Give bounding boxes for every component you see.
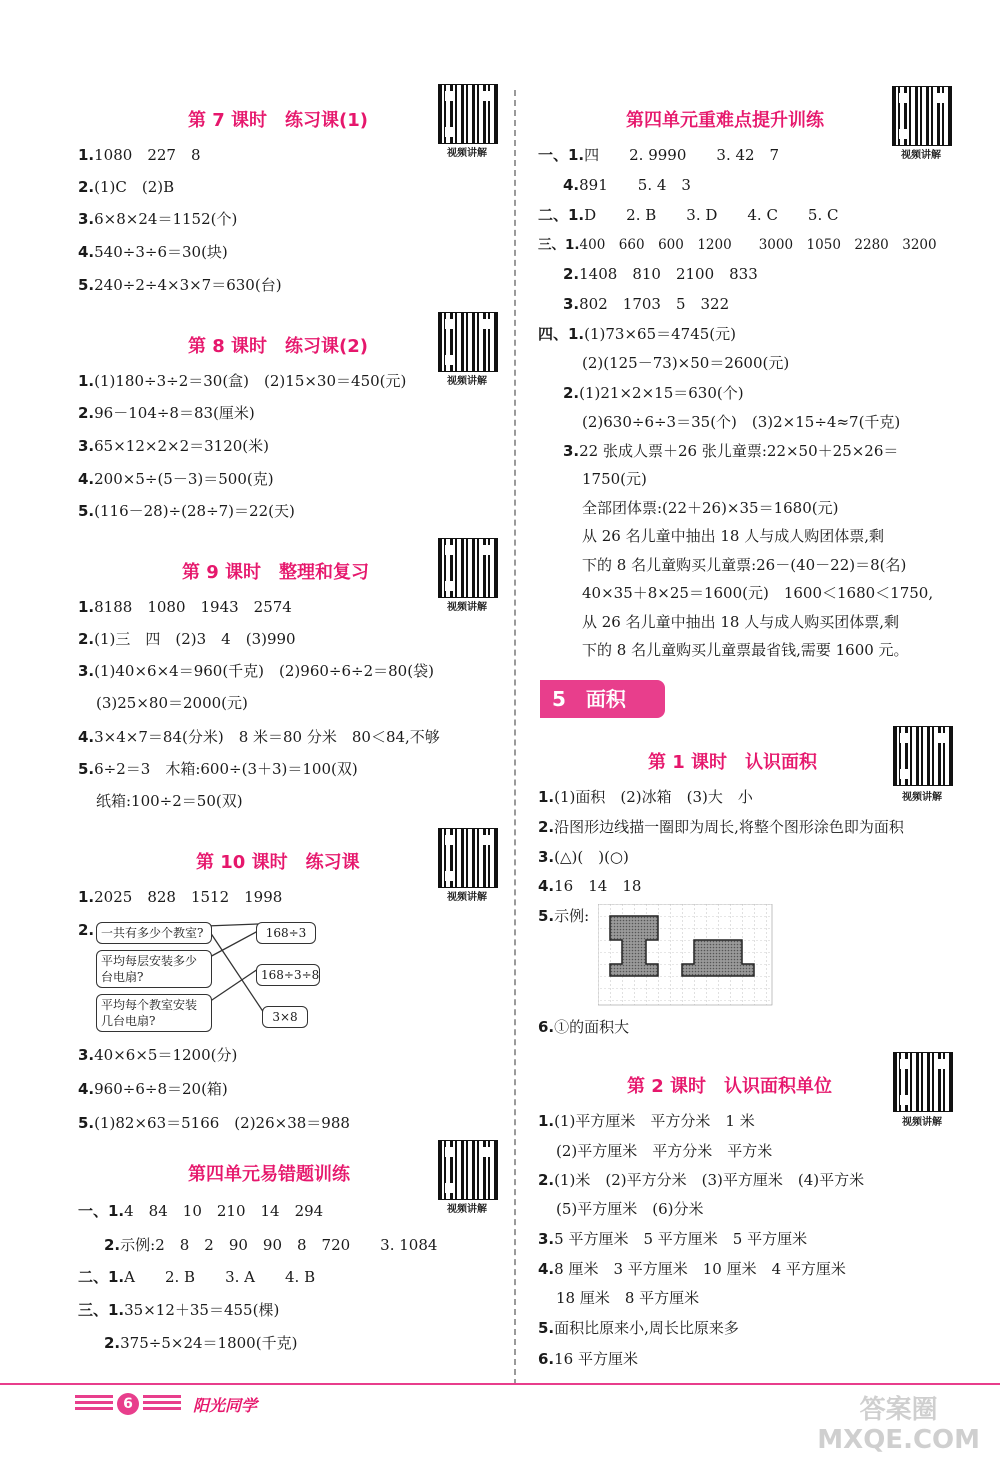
matching-question-box: 一共有多少个教室?: [96, 922, 212, 944]
matching-expression-box: 168÷3÷8: [256, 964, 320, 986]
answer-line: 2.(1)C (2)B: [78, 178, 175, 196]
answer-line: 下的 8 名儿童购买儿童票:26－(40－22)＝8(名): [582, 556, 907, 574]
answer-line: 2.: [78, 921, 95, 939]
answer-line: 3.65×12×2×2＝3120(米): [78, 437, 269, 455]
qr-label: 视频讲解: [447, 602, 487, 613]
answer-line: (5)平方厘米 (6)分米: [556, 1200, 704, 1218]
answer-line: 2.沿图形边线描一圈即为周长,将整个图形涂色即为面积: [538, 818, 904, 836]
answer-line: 3.5 平方厘米 5 平方厘米 5 平方厘米: [538, 1230, 808, 1248]
stripe-decoration-icon: [143, 1395, 181, 1413]
qr-label: 视频讲解: [447, 1204, 487, 1215]
section-title: 第 7 课时 练习课(1): [188, 110, 369, 131]
answer-line: 全部团体票:(22＋26)×35＝1680(元): [582, 499, 839, 517]
brand-logo: 阳光同学: [193, 1395, 258, 1415]
qr-code-icon[interactable]: [438, 312, 498, 372]
answer-line: (2)平方厘米 平方分米 平方米: [556, 1142, 773, 1160]
answer-line: 三、1.400 660 600 1200 3000 1050 2280 3200: [538, 237, 937, 253]
qr-code-icon[interactable]: [893, 726, 953, 786]
section-title: 第 8 课时 练习课(2): [188, 336, 369, 357]
column-divider: [514, 90, 516, 1385]
answer-line: 4.891 5. 4 3: [563, 176, 691, 194]
answer-line: 5.240÷2÷4×3×7＝630(台): [78, 276, 282, 294]
section-title: 第 2 课时 认识面积单位: [627, 1076, 833, 1097]
watermark-bottom: MXQE.COM: [817, 1425, 980, 1455]
answer-line: 纸箱:100÷2＝50(双): [96, 792, 243, 810]
answer-line: 5.(116－28)÷(28÷7)＝22(天): [78, 502, 295, 520]
area-grid-figure: [598, 904, 773, 1006]
answer-line: 1.(1)平方厘米 平方分米 1 米: [538, 1112, 755, 1130]
matching-expression-box: 3×8: [262, 1006, 308, 1028]
watermark-top: 答案圈: [859, 1395, 938, 1425]
matching-question-box: 平均每个教室安装几台电扇?: [96, 994, 212, 1032]
answer-line: 2.示例:2 8 2 90 90 8 720 3. 1084: [104, 1236, 438, 1254]
answer-line: 从 26 名儿童中抽出 18 人与成人购团体票,剩: [582, 527, 885, 545]
answer-line: 二、1.D 2. B 3. D 4. C 5. C: [538, 206, 839, 224]
answer-line: 4.960÷6÷8＝20(箱): [78, 1080, 228, 1098]
section-title: 第 10 课时 练习课: [196, 852, 360, 873]
answer-line: 四、1.(1)73×65＝4745(元): [538, 325, 737, 343]
answer-line: 一、1.四 2. 9990 3. 42 7: [538, 146, 780, 164]
answer-line: 2.(1)米 (2)平方分米 (3)平方厘米 (4)平方米: [538, 1171, 865, 1189]
answer-line: 1.1080 227 8: [78, 146, 201, 164]
answer-line: 5.(1)82×63＝5166 (2)26×38＝988: [78, 1114, 350, 1132]
qr-code-icon[interactable]: [438, 538, 498, 598]
footer-rule: [0, 1383, 1000, 1385]
qr-code-icon[interactable]: [438, 1140, 498, 1200]
answer-line: 1.8188 1080 1943 2574: [78, 598, 292, 616]
answer-line: 2.1408 810 2100 833: [563, 265, 758, 283]
page-number: 6: [117, 1393, 139, 1415]
qr-code-icon[interactable]: [892, 86, 952, 146]
answer-line: 6.①的面积大: [538, 1018, 630, 1036]
qr-code-icon[interactable]: [893, 1052, 953, 1112]
answer-line: 18 厘米 8 平方厘米: [556, 1289, 700, 1307]
answer-line: 3.6×8×24＝1152(个): [78, 210, 238, 228]
qr-label: 视频讲解: [901, 150, 941, 161]
answer-line: 2.(1)三 四 (2)3 4 (3)990: [78, 630, 296, 648]
answer-line: 4.16 14 18: [538, 877, 642, 895]
answer-line: 1.(1)面积 (2)冰箱 (3)大 小: [538, 788, 753, 806]
qr-label: 视频讲解: [447, 376, 487, 387]
answer-line: 4.200×5÷(5－3)＝500(克): [78, 470, 274, 488]
answer-line: 3.(1)40×6×4＝960(千克) (2)960÷6÷2＝80(袋): [78, 662, 434, 680]
section-title: 第四单元易错题训练: [188, 1164, 350, 1185]
answer-line: 3.40×6×5＝1200(分): [78, 1046, 238, 1064]
answer-line: 4.540÷3÷6＝30(块): [78, 243, 228, 261]
answer-line: (2)630÷6÷3＝35(个) (3)2×15÷4≈7(千克): [582, 413, 901, 431]
unit-banner: 5 面积: [540, 680, 665, 718]
answer-line: 1750(元): [582, 470, 647, 488]
answer-line: 3.(△)( )(○): [538, 848, 629, 866]
matching-question-box: 平均每层安装多少台电扇?: [96, 950, 212, 988]
watermark: [817, 1395, 980, 1455]
qr-code-icon[interactable]: [438, 828, 498, 888]
answer-line: 二、1.A 2. B 3. A 4. B: [78, 1268, 316, 1286]
answer-line: 3.22 张成人票＋26 张儿童票:22×50＋25×26＝: [563, 442, 899, 460]
qr-code-icon[interactable]: [438, 84, 498, 144]
answer-line: 6.16 平方厘米: [538, 1350, 638, 1368]
answer-line: 40×35＋8×25＝1600(元) 1600＜1680＜1750,: [582, 584, 934, 602]
section-title: 第 1 课时 认识面积: [648, 752, 818, 773]
answer-line: 从 26 名儿童中抽出 18 人与成人购买团体票,剩: [582, 613, 900, 631]
answer-line: 5.示例:: [538, 907, 590, 925]
answer-line: 2.96－104÷8＝83(厘米): [78, 404, 255, 422]
answer-line: 3.802 1703 5 322: [563, 295, 730, 313]
answer-line: 三、1.35×12＋35＝455(棵): [78, 1301, 280, 1319]
answer-line: 5.6÷2＝3 木箱:600÷(3＋3)＝100(双): [78, 760, 358, 778]
answer-line: 下的 8 名儿童购买儿童票最省钱,需要 1600 元。: [582, 641, 909, 659]
qr-label: 视频讲解: [902, 1117, 942, 1128]
answer-line: 1.2025 828 1512 1998: [78, 888, 283, 906]
footer-logo: [75, 1390, 257, 1418]
answer-line: 2.375÷5×24＝1800(千克): [104, 1334, 298, 1352]
answer-line: (2)(125－73)×50＝2600(元): [582, 354, 790, 372]
answer-line: 一、1.4 84 10 210 14 294: [78, 1202, 324, 1220]
answer-line: 5.面积比原来小,周长比原来多: [538, 1319, 739, 1337]
answer-line: 1.(1)180÷3÷2＝30(盒) (2)15×30＝450(元): [78, 372, 407, 390]
answer-line: 2.(1)21×2×15＝630(个): [563, 384, 744, 402]
answer-line: 4.3×4×7＝84(分米) 8 米＝80 分米 80＜84,不够: [78, 728, 440, 746]
answer-line: (3)25×80＝2000(元): [96, 694, 248, 712]
stripe-decoration-icon: [75, 1395, 113, 1413]
qr-label: 视频讲解: [447, 148, 487, 159]
qr-label: 视频讲解: [902, 792, 942, 803]
answer-line: 4.8 厘米 3 平方厘米 10 厘米 4 平方厘米: [538, 1260, 846, 1278]
qr-label: 视频讲解: [447, 892, 487, 903]
section-title: 第 9 课时 整理和复习: [182, 562, 370, 583]
section-title: 第四单元重难点提升训练: [626, 110, 824, 131]
matching-expression-box: 168÷3: [256, 922, 316, 944]
